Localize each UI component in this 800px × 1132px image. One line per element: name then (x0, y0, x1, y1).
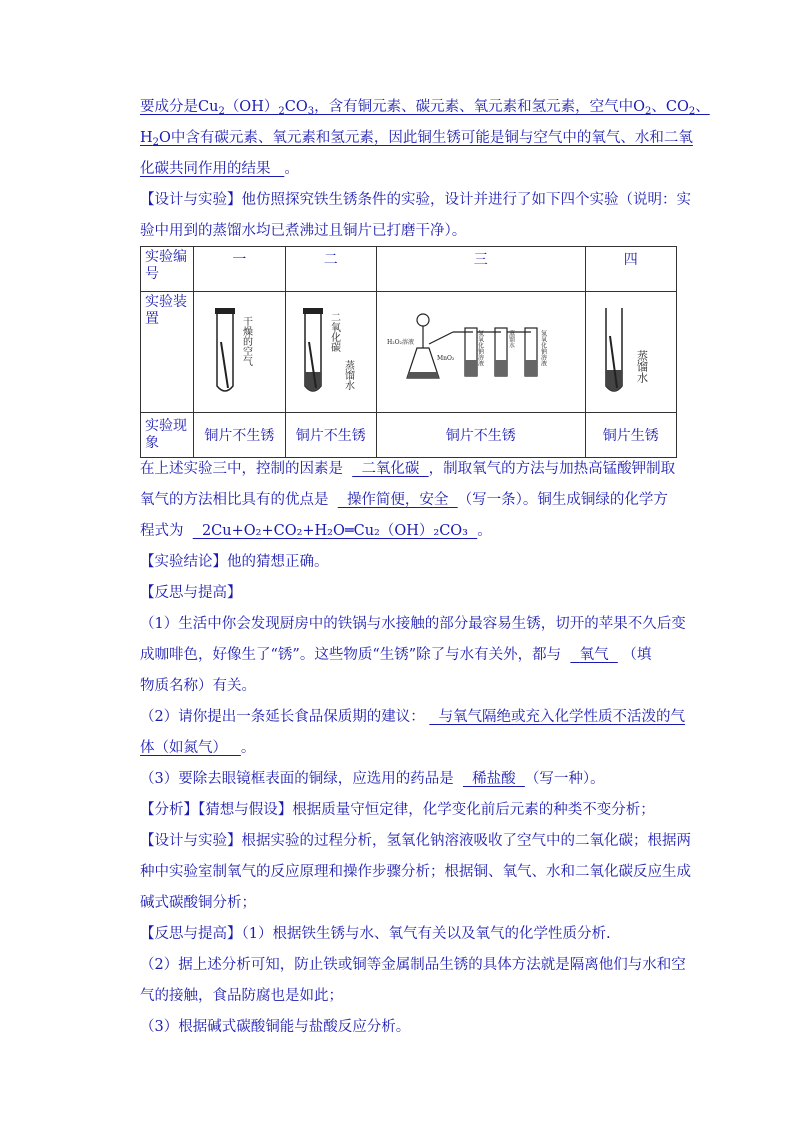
analysis-line: （3）根据碱式碳酸铜能与盐酸反应分析。 (140, 1019, 411, 1035)
analysis-line: 【设计与实验】根据实验的过程分析，氢氧化钠溶液吸收了空气中的二氧化碳；根据两 (140, 833, 691, 849)
oxygen-generator-apparatus-icon (383, 302, 579, 402)
row-header-number: 实验编号 (141, 247, 194, 292)
subscript: 2 (644, 106, 652, 117)
design-line: 验中用到的蒸馏水均已煮沸过且铜片已打磨干净）。 (140, 223, 467, 239)
text: CO (284, 99, 308, 115)
text-line (140, 154, 680, 185)
label-naoh-1: 氢氧化钠溶液 (476, 330, 484, 366)
analysis-line: 碱式碳酸铜分析； (140, 895, 256, 911)
label-co2: 二氧化碳 (328, 312, 340, 352)
subscript: 2 (152, 137, 160, 148)
row-header-apparatus: 实验装置 (141, 292, 194, 413)
answer-blank (463, 771, 525, 787)
text-line: 物质名称）有关。 (140, 678, 256, 694)
row-header-phenomenon: 实验现象 (141, 413, 194, 458)
text: （填 (622, 647, 652, 663)
apparatus-2 (285, 292, 376, 413)
answer-blank (352, 461, 428, 477)
document-body-2 (140, 454, 691, 1043)
analysis-line: 【反思与提高】（1）根据铁生锈与水、氧气有关以及氧气的化学性质分析. (140, 926, 611, 942)
result-cell: 铜片生锈 (585, 413, 676, 458)
subscript: 2 (688, 106, 696, 117)
text-line (140, 123, 693, 154)
subscript: 2 (218, 106, 225, 117)
result-cell: 铜片不生锈 (377, 413, 586, 458)
text-line (140, 454, 680, 485)
text: ，含有铜元素、碳元素、氧元素和氢元素，空气中O (314, 99, 645, 115)
text: （2）请你提出一条延长食品保质期的建议： (140, 709, 425, 725)
answer-equation: 2Cu+O₂+CO₂+H₂O═Cu₂（OH）₂CO₃ (201, 523, 468, 539)
test-tube-co2-water-icon (296, 302, 366, 402)
text: 。 (284, 161, 299, 177)
design-heading-line: 【设计与实验】他仿照探究铁生锈条件的实验，设计并进行了如下四个实验（说明：实 (140, 192, 691, 208)
text-line (140, 640, 680, 671)
text: 要成分是Cu (140, 99, 219, 115)
label-water-3: 蒸馏水 (507, 330, 515, 348)
text: 。 (240, 740, 256, 756)
text: 。 (477, 523, 492, 539)
label-water-4: 蒸馏水 (635, 350, 649, 383)
text-line (140, 92, 710, 123)
result-cell: 铜片不生锈 (194, 413, 285, 458)
answer-text: 化碳共同作用的结果 (140, 161, 271, 177)
text-line (140, 702, 686, 733)
text: 氧气的方法相比具有的优点是 (140, 492, 329, 508)
subscript: 2 (278, 106, 285, 117)
text: 、 (695, 99, 710, 115)
text-line (140, 516, 680, 547)
apparatus-4 (585, 292, 676, 413)
text: （写一种）。 (524, 771, 605, 787)
answer-text: 体（如氮气） (140, 740, 227, 756)
label-water: 蒸馏水 (342, 360, 354, 390)
label-mno2: MnO₂ (436, 355, 455, 362)
label-h2o2: H₂O₂溶液 (386, 339, 414, 346)
analysis-line: （2）据上述分析可知，防止铁或铜等金属制品生锈的具体方法就是隔离他们与水和空 (140, 957, 686, 973)
table-row (141, 413, 677, 458)
text: （OH） (224, 99, 279, 115)
text-line: （1）生活中你会发现厨房中的铁锅与水接触的部分最容易生锈，切开的苹果不久后变 (140, 616, 686, 632)
text: （3）要除去眼镜框表面的铜绿，应选用的药品是 (140, 771, 454, 787)
test-tube-dry-air-icon (204, 302, 274, 402)
text: （写一条）。铜生成铜绿的化学方 (457, 492, 668, 508)
label-dry-air: 干燥的空气 (240, 316, 252, 366)
document-body (140, 92, 710, 247)
text: 、CO (651, 99, 689, 115)
text-line (140, 485, 680, 516)
apparatus-1 (194, 292, 285, 413)
result-cell: 铜片不生锈 (285, 413, 376, 458)
text: 成咖啡色，好像生了“锈”。这些物质“生锈”除了与水有关外，都与 (140, 647, 562, 663)
subscript: 3 (307, 106, 315, 117)
label-naoh-2: 氢氧化钠溶液 (539, 330, 547, 366)
analysis-line: 种中实验室制氧气的反应原理和操作步骤分析；根据铜、氧气、水和二氧化碳反应生成 (140, 864, 691, 880)
text-line (140, 764, 680, 795)
table-row (141, 247, 677, 292)
text-line (140, 733, 680, 764)
test-tube-water-icon (596, 302, 666, 402)
answer-blank (570, 647, 617, 663)
analysis-line: 气的接触，食品防腐也是如此； (140, 988, 343, 1004)
text: 在上述实验三中，控制的因素是 (140, 461, 343, 477)
table-row (141, 292, 677, 413)
answer-text: 稀盐酸 (472, 771, 516, 787)
experiment-table (140, 246, 677, 458)
answer-text: 二氧化碳 (361, 461, 420, 477)
answer-text: 与氧气隔绝或充入化学性质不活泼的气 (438, 709, 686, 725)
conclusion-line: 【实验结论】他的猜想正确。 (140, 554, 329, 570)
col-header: 三 (377, 247, 586, 292)
text: ，制取氧气的方法与加热高锰酸钾制取 (428, 461, 676, 477)
analysis-line: 【分析】【猜想与假设】根据质量守恒定律，化学变化前后元素的种类不变分析； (140, 802, 655, 818)
answer-text: 氧气 (579, 647, 609, 663)
apparatus-3 (377, 292, 586, 413)
answer-blank (338, 492, 458, 508)
text: 程式为 (140, 523, 184, 539)
reflect-heading: 【反思与提高】 (140, 585, 242, 601)
answer-blank (193, 523, 478, 539)
text: O中含有碳元素、氧元素和氢元素，因此铜生锈可能是铜与空气中的氧气、水和二氧 (159, 130, 693, 146)
col-header: 四 (585, 247, 676, 292)
text: H (140, 130, 153, 146)
answer-blank (429, 709, 685, 725)
col-header: 二 (285, 247, 376, 292)
col-header: 一 (194, 247, 285, 292)
answer-blank (140, 740, 241, 756)
answer-text: 操作简便，安全 (346, 492, 449, 508)
